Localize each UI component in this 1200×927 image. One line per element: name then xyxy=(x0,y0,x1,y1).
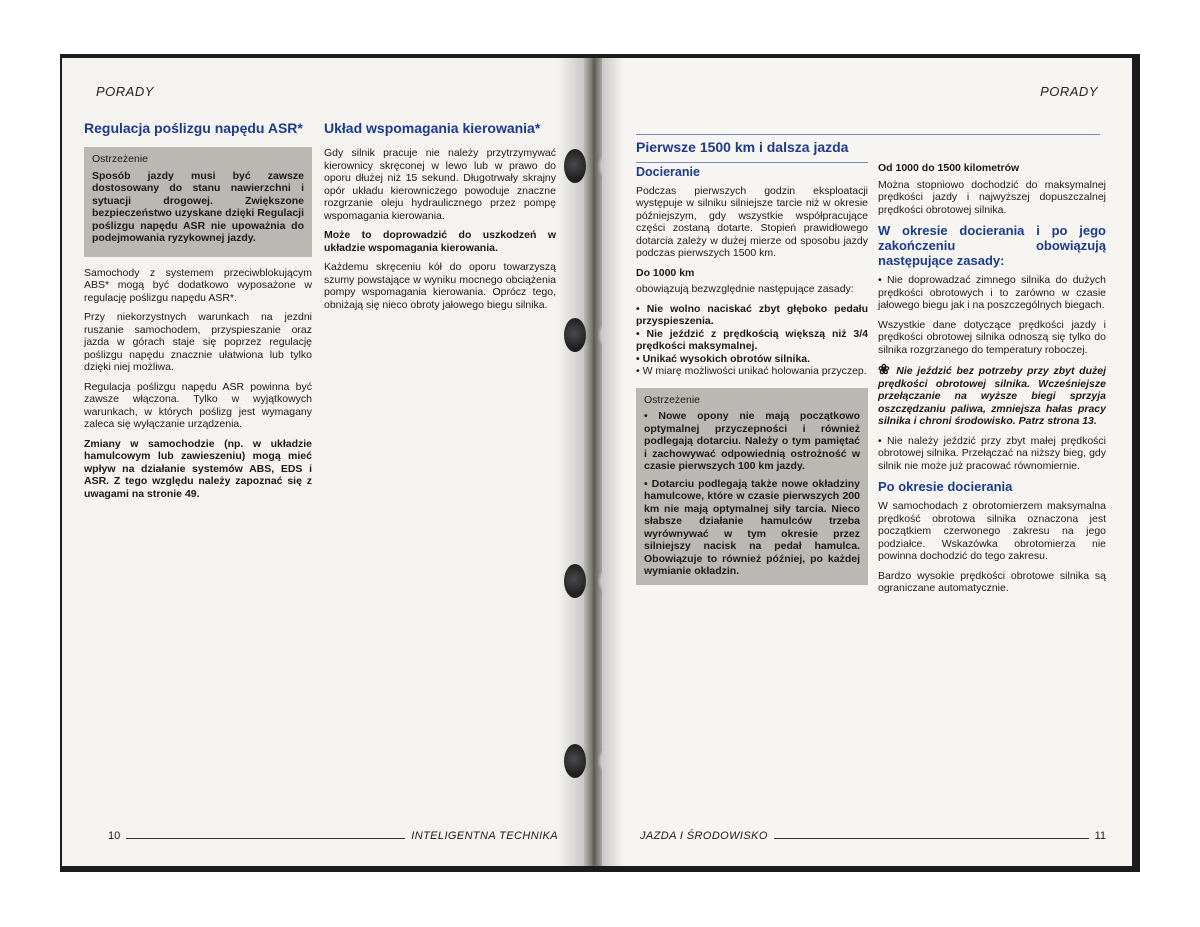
breakin-warning-text-1: • Nowe opony nie mają początkowo optymalnej przyczepności i również podlegają dotarciu. Należy o tym pamiętać i zachowywać odpowiednią ostrożność w czasie pierwszych 100 km jazdy. xyxy=(644,410,860,472)
breakin-warning-text-2: • Dotarciu podlegają także nowe okładziny hamulcowe, które w czasie pierwszych 200 km nie mają optymalnej siły tarcia. Nieco słabsze działanie hamulców trzeba wyrównywać w tym okresie przez silniejszy nacisk na pedał hamulca. Obowiązuje to również później, po każdej wymianie okładzin. xyxy=(644,477,860,577)
right-footer-title: JAZDA I ŚRODOWISKO xyxy=(640,830,768,842)
binding-hole xyxy=(564,564,586,598)
breakin-bullet-2: • Nie jeździć z prędkością większą niż 3/4 prędkości maksymalnej. xyxy=(636,327,868,352)
steering-paragraph-3: Każdemu skręceniu kół do oporu towarzyszą szumy powstające w wyniku mocnego obciążenia pompy wspomagania kierowania. Oprócz tego, obniżają się nieco obroty jałowego biegu silnika. xyxy=(324,261,556,311)
asr-paragraph-1: Samochody z systemem przeciwblokującym ABS* mogą być dodatkowo wyposażone w regulację poślizgu napędu ASR*. xyxy=(84,266,312,304)
steering-paragraph-1: Gdy silnik pracuje nie należy przytrzymywać kierownicy skręconej w lewo lub w prawo do oporu dłużej niż 15 sekund. Długotrwały skrajny opór układu kierowniczego powoduje znaczne rozgrzanie oleju hydraulicznego przez pompę wspomagania kierowania. xyxy=(324,147,556,222)
asr-warning-title: Ostrzeżenie xyxy=(92,153,149,165)
asr-paragraph-2: Przy niekorzystnych warunkach na jezdni ruszanie samochodem, przyspieszanie oraz jazda w górach staje się poprzez regulację poślizgu napędu znacznie ułatwiona lub tylko dzięki niej możliwa. xyxy=(84,311,312,373)
asr-heading: Regulacja poślizgu napędu ASR* xyxy=(84,120,303,136)
eco-tip xyxy=(878,363,1106,428)
left-footer-title: INTELIGENTNA TECHNIKA xyxy=(411,830,558,842)
steering-paragraph-2: Może to doprowadzić do uszkodzeń w układzie wspomagania kierowania. xyxy=(324,229,556,254)
breakin-rules-paragraph-4: • Nie należy jeździć przy zbyt małej prędkości obrotowej silnika. Przełączać na niższy bieg, gdy silnik nie może już pracować równomiernie. xyxy=(878,434,1106,472)
left-page xyxy=(62,58,584,866)
breakin-1000km-heading: Do 1000 km xyxy=(636,266,695,279)
breakin-rules-paragraph-3: Wszystkie dane dotyczące prędkości jazdy i prędkości obrotowej silnika odnoszą się tylko do silnika rozgrzanego do temperatury roboczej. xyxy=(878,318,1106,356)
steering-heading: Układ wspomagania kierowania* xyxy=(324,120,541,136)
after-breakin-paragraph-1: W samochodach z obrotomierzem maksymalna prędkość obrotowa silnika oznaczona jest początkiem czerwonego zakresu na jego podziałce. Wskazówka obrotomierza nie powinna dochodzić do tego zakresu. xyxy=(878,500,1106,562)
flower-icon: ❀ xyxy=(878,361,892,377)
eco-tip-text: Nie jeździć bez potrzeby przy zbyt dużej prędkości obrotowej silnika. Wcześniejsze przełączanie na wyższe biegi sprzyja oszczędzaniu paliwa, zmniejsza hałas pracy silnika i chroni środowisko. Patrz strona 13. xyxy=(878,365,1106,427)
breakin-bullet-1: • Nie wolno naciskać zbyt głęboko pedału przyspieszenia. xyxy=(636,302,868,327)
book-gutter xyxy=(584,58,602,866)
left-footer xyxy=(108,830,558,842)
breakin-rules-column xyxy=(878,162,1106,602)
binding-hole xyxy=(564,744,586,778)
right-footer xyxy=(640,830,1106,842)
section-banner: Pierwsze 1500 km i dalsza jazda xyxy=(636,134,1100,155)
right-running-head: PORADY xyxy=(1040,84,1098,99)
breakin-rules-heading: W okresie docierania i po jego zakończeniu obowiązują następujące zasady: xyxy=(878,223,1106,268)
asr-paragraph-4: Zmiany w samochodzie (np. w układzie hamulcowym lub zawieszeniu) mogą mieć wpływ na działanie systemów ABS, EDS i ASR. Z tego względu należy zapoznać się z uwagami na stronie 49. xyxy=(84,437,312,500)
steering-column xyxy=(324,120,556,318)
left-page-number: 10 xyxy=(108,830,121,842)
right-page-number: 11 xyxy=(1094,830,1106,842)
asr-paragraph-3: Regulacja poślizgu napędu ASR powinna być zawsze włączona. Tylko w wyjątkowych warunkach, w których poślizg jest wymagany zaleca się wyłączanie urządzenia. xyxy=(84,380,312,430)
asr-warning-text: Sposób jazdy musi być zawsze dostosowany do stanu nawierzchni i sytuacji drogowej. Zwiększone bezpieczeństwo uzyskane dzięki Regulacji poślizgu napędu ASR nie upoważnia do podejmowania ryzykownej jazdy. xyxy=(92,169,304,244)
breakin-bullet-4: • W miarę możliwości unikać holowania przyczep. xyxy=(636,365,867,377)
asr-warning-box xyxy=(84,147,312,257)
binding-hole xyxy=(564,318,586,352)
breakin-bullet-3: • Unikać wysokich obrotów silnika. xyxy=(636,352,811,365)
breakin-warning-title: Ostrzeżenie xyxy=(644,393,701,406)
breakin-column xyxy=(636,162,868,595)
breakin-rules-paragraph-1: Można stopniowo dochodzić do maksymalnej prędkości jazdy i najwyższej dopuszczalnej prędkości obrotowej silnika. xyxy=(878,178,1106,216)
binding-hole xyxy=(564,149,586,183)
breakin-warning-box xyxy=(636,388,868,585)
breakin-rules-paragraph-2: • Nie doprowadzać zimnego silnika do dużych prędkości obrotowych i to zarówno w czasie jałowego biegu jak i na poszczególnych biegach. xyxy=(878,274,1106,311)
breakin-paragraph-1: Podczas pierwszych godzin eksploatacji występuje w silniku silniejsze tarcie niż w okresie późniejszym, gdy wszystkie współpracujące części zostaną dotarte. Stopień prawidłowego dotarcia zależy w dużej mierze od sposobu jazdy podczas pierwszych 1500 km. xyxy=(636,184,868,259)
left-running-head: PORADY xyxy=(96,84,154,99)
breakin-paragraph-2: obowiązują bezwzględnie następujące zasady: xyxy=(636,283,854,295)
after-breakin-paragraph-2: Bardzo wysokie prędkości obrotowe silnika są ograniczane automatycznie. xyxy=(878,569,1106,594)
breakin-1000-1500-heading: Od 1000 do 1500 kilometrów xyxy=(878,162,1020,174)
right-page xyxy=(602,58,1132,866)
asr-column xyxy=(84,120,312,507)
breakin-subheading: Docieranie xyxy=(636,162,868,179)
after-breakin-heading: Po okresie docierania xyxy=(878,479,1013,494)
open-manual-spread xyxy=(60,54,1140,872)
